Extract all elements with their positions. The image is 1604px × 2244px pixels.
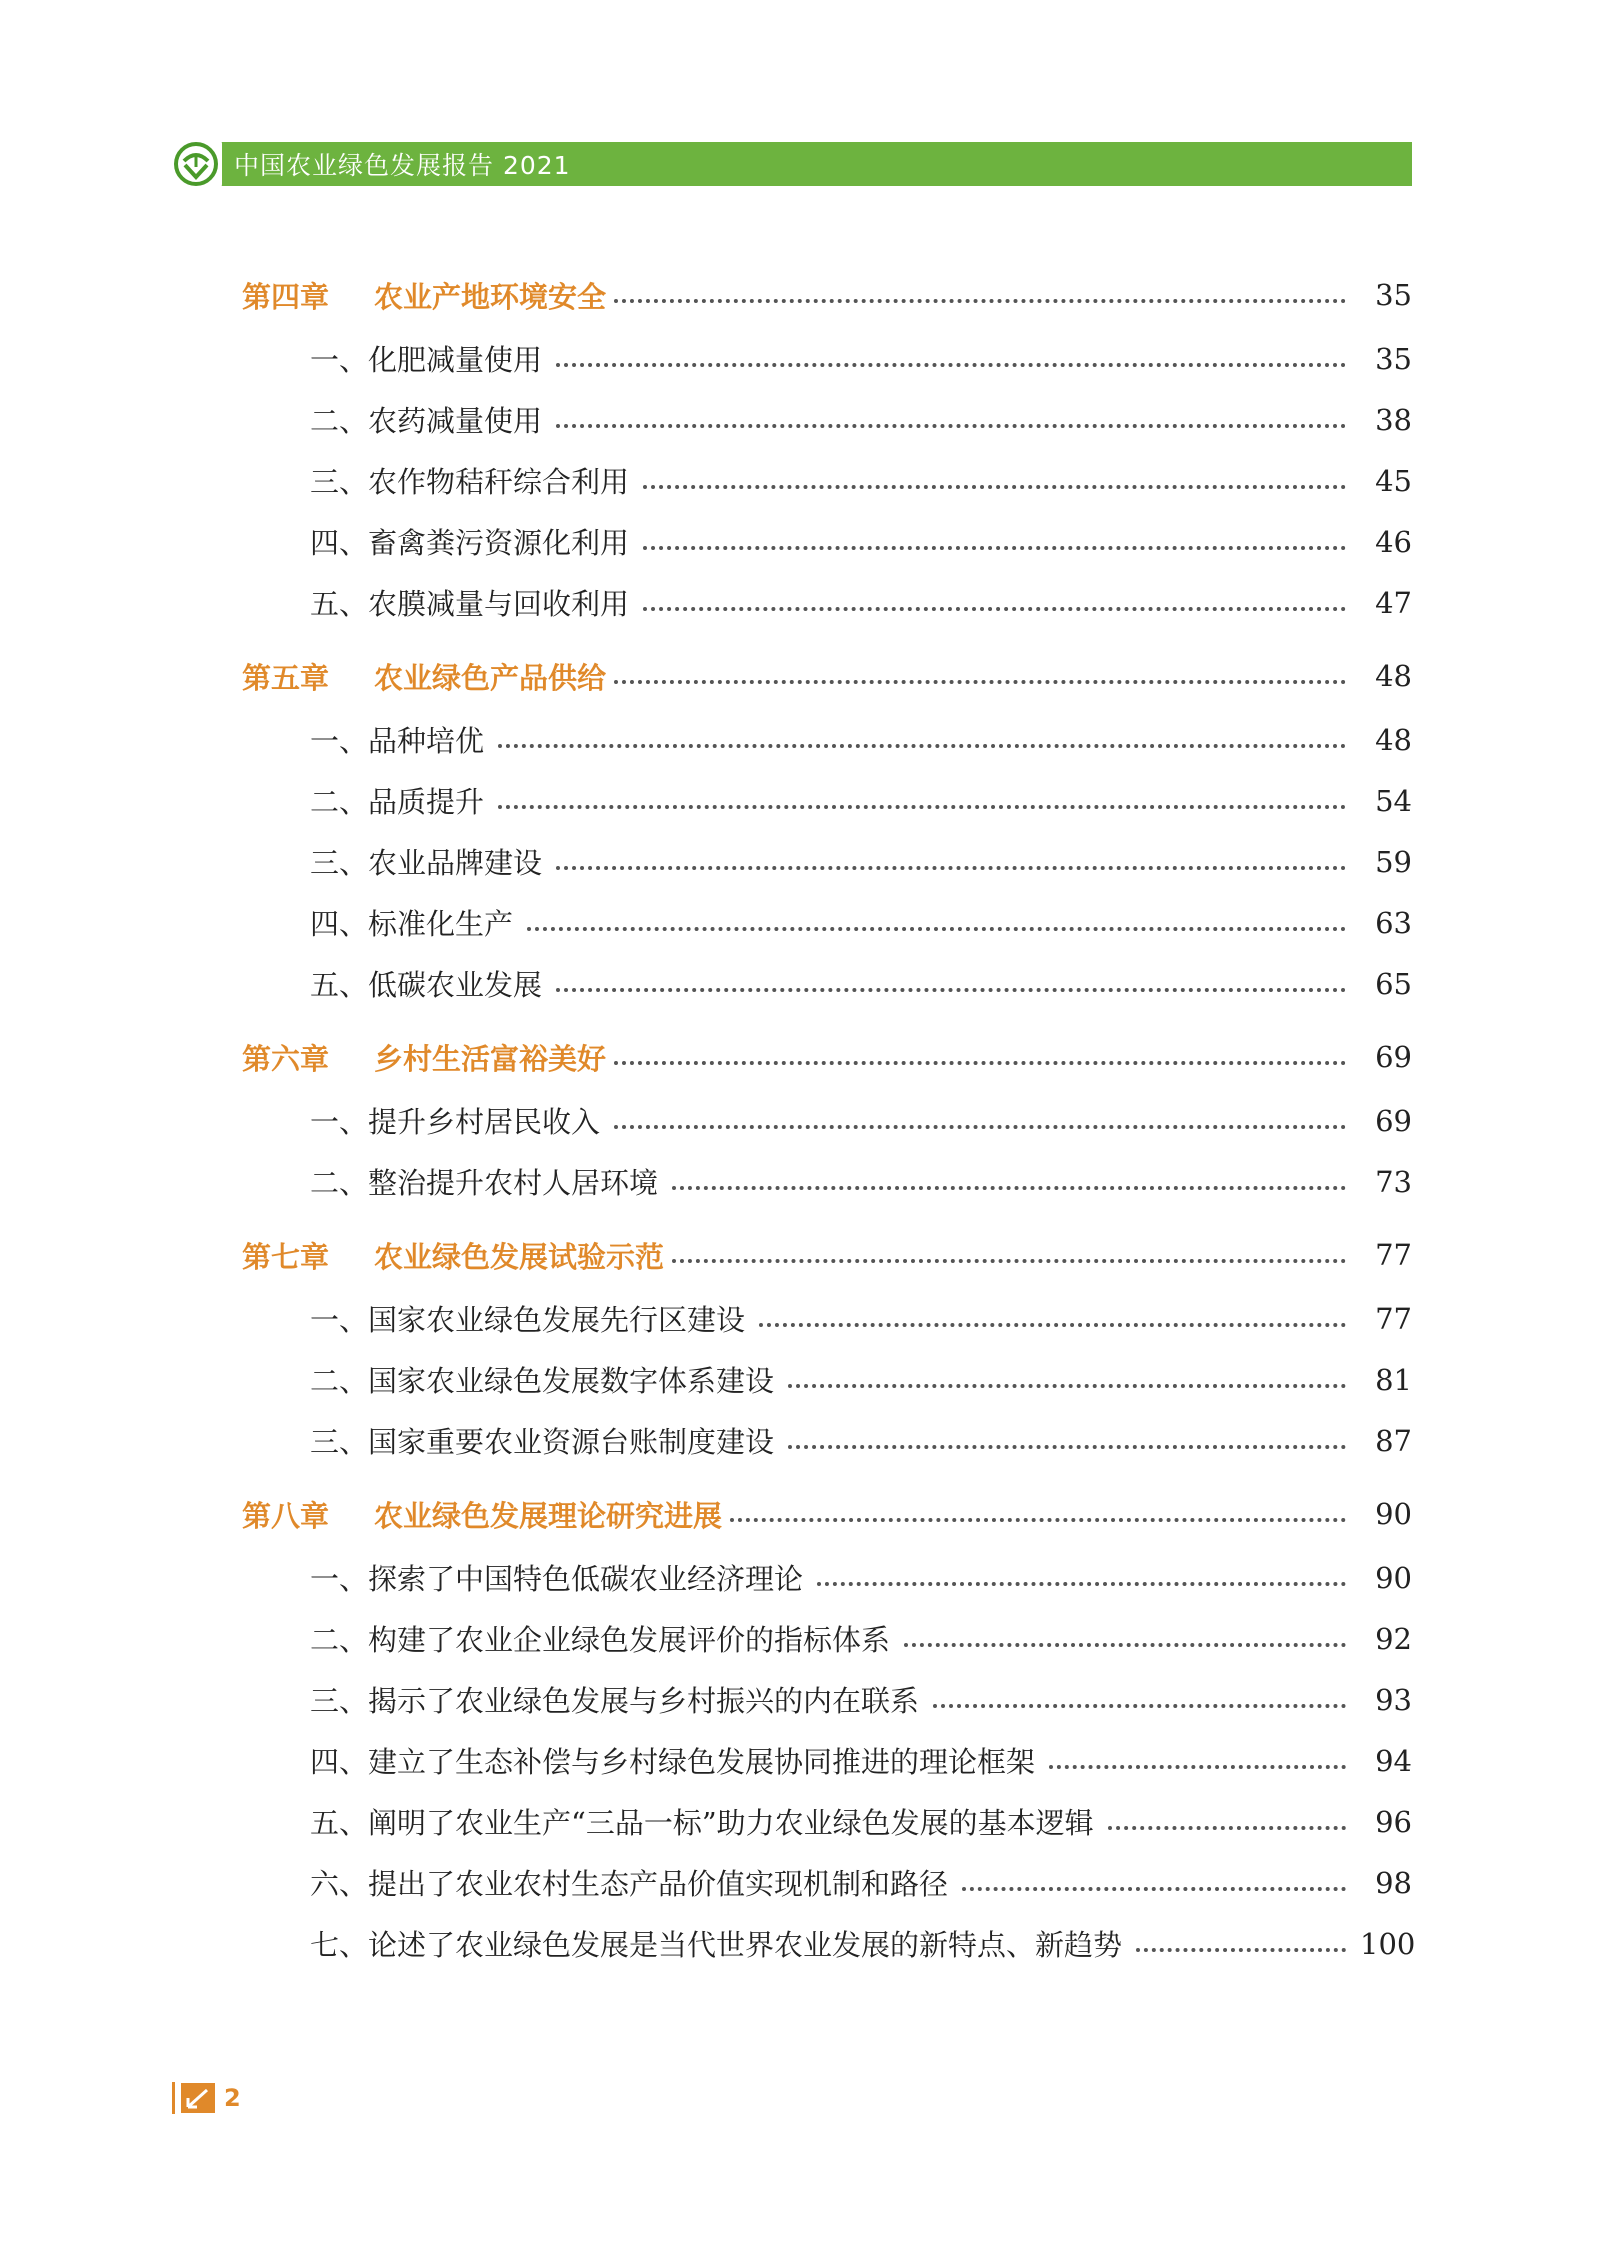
green-food-logo-icon [170, 138, 222, 190]
page-ref: 93 [1375, 1682, 1412, 1717]
section-title: 四、建立了生态补偿与乡村绿色发展协同推进的理论框架 [310, 1745, 1036, 1779]
toc-section-row[interactable] [242, 389, 1412, 450]
dot-leader [1136, 1948, 1346, 1952]
dot-leader [643, 546, 1346, 550]
section-title: 一、品种培优 [310, 724, 485, 758]
page-ref: 54 [1375, 783, 1412, 818]
header-bar [172, 142, 1412, 186]
toc-section-row[interactable] [242, 1852, 1412, 1913]
section-title: 四、畜禽粪污资源化利用 [310, 526, 630, 560]
chapter-number: 第六章 [242, 1041, 330, 1076]
dot-leader [556, 363, 1346, 367]
section-title: 二、农药减量使用 [310, 404, 543, 438]
toc-chapter-row[interactable] [242, 1024, 1412, 1090]
toc-chapter-row[interactable] [242, 643, 1412, 709]
toc-section-row[interactable] [242, 709, 1412, 770]
dot-leader [556, 424, 1346, 428]
toc-section-row[interactable] [242, 1669, 1412, 1730]
dot-leader [527, 927, 1346, 931]
dot-leader [556, 988, 1346, 992]
trend-arrow-icon [172, 2082, 219, 2114]
section-title: 三、农业品牌建设 [310, 846, 543, 880]
page-ref: 98 [1375, 1865, 1412, 1900]
toc-section-row[interactable] [242, 450, 1412, 511]
dot-leader [643, 485, 1346, 489]
page-ref: 92 [1375, 1621, 1412, 1656]
page-number: 2 [224, 2084, 241, 2112]
toc-section-row[interactable] [242, 953, 1412, 1014]
dot-leader [614, 1061, 1346, 1065]
page-ref: 100 [1360, 1926, 1416, 1961]
toc-section-row[interactable] [242, 1288, 1412, 1349]
section-title: 一、探索了中国特色低碳农业经济理论 [310, 1562, 804, 1596]
dot-leader [643, 607, 1346, 611]
dot-leader [904, 1643, 1346, 1647]
page-ref: 87 [1375, 1423, 1412, 1458]
toc-section-row[interactable] [242, 511, 1412, 572]
dot-leader [962, 1887, 1346, 1891]
page-ref: 63 [1375, 905, 1412, 940]
chapter-title: 农业绿色产品供给 [374, 660, 607, 695]
toc-section-row[interactable] [242, 892, 1412, 953]
toc-chapter-row[interactable] [242, 1222, 1412, 1288]
toc-section-row[interactable] [242, 831, 1412, 892]
dot-leader [498, 805, 1346, 809]
dot-leader [1108, 1826, 1346, 1830]
section-title: 一、国家农业绿色发展先行区建设 [310, 1303, 746, 1337]
table-of-contents [242, 262, 1416, 1974]
toc-section-row[interactable] [242, 1151, 1412, 1212]
page-ref: 48 [1375, 722, 1412, 757]
chapter-title: 农业绿色发展理论研究进展 [374, 1498, 723, 1533]
page-ref: 94 [1375, 1743, 1412, 1778]
page-ref: 77 [1375, 1301, 1412, 1336]
page-ref: 48 [1375, 659, 1412, 693]
toc-chapter-row[interactable] [242, 262, 1412, 328]
dot-leader [788, 1384, 1346, 1388]
section-title: 一、提升乡村居民收入 [310, 1105, 601, 1139]
page-ref: 73 [1375, 1164, 1412, 1199]
toc-section-row[interactable] [242, 1547, 1412, 1608]
toc-section-row[interactable] [242, 1349, 1412, 1410]
toc-section-row[interactable] [242, 572, 1412, 633]
page-ref: 35 [1375, 341, 1412, 376]
dot-leader [614, 1125, 1346, 1129]
section-title: 二、品质提升 [310, 785, 485, 819]
chapter-number: 第七章 [242, 1239, 330, 1274]
dot-leader [730, 1518, 1346, 1522]
toc-section-row[interactable] [242, 1791, 1412, 1852]
chapter-number: 第四章 [242, 279, 330, 314]
page-ref: 90 [1375, 1560, 1412, 1595]
section-title: 二、构建了农业企业绿色发展评价的指标体系 [310, 1623, 891, 1657]
toc-section-row[interactable] [242, 770, 1412, 831]
dot-leader [556, 866, 1346, 870]
section-title: 五、农膜减量与回收利用 [310, 587, 630, 621]
toc-section-row[interactable] [242, 1730, 1412, 1791]
page-ref: 45 [1375, 463, 1412, 498]
dot-leader [759, 1323, 1346, 1327]
toc-section-row[interactable] [242, 1090, 1412, 1151]
page-ref: 77 [1375, 1238, 1412, 1272]
dot-leader [1049, 1765, 1346, 1769]
report-title: 中国农业绿色发展报告 2021 [234, 151, 571, 180]
page-ref: 59 [1375, 844, 1412, 879]
toc-section-row[interactable] [242, 328, 1412, 389]
toc-section-row[interactable] [242, 1913, 1416, 1974]
section-title: 二、整治提升农村人居环境 [310, 1166, 659, 1200]
section-title: 一、化肥减量使用 [310, 343, 543, 377]
page-ref: 69 [1375, 1103, 1412, 1138]
section-title: 五、低碳农业发展 [310, 968, 543, 1002]
page-ref: 65 [1375, 966, 1412, 1001]
section-title: 三、揭示了农业绿色发展与乡村振兴的内在联系 [310, 1684, 920, 1718]
page-ref: 69 [1375, 1040, 1412, 1074]
page-ref: 81 [1375, 1362, 1412, 1397]
dot-leader [614, 680, 1346, 684]
chapter-number: 第五章 [242, 660, 330, 695]
dot-leader [933, 1704, 1346, 1708]
section-title: 二、国家农业绿色发展数字体系建设 [310, 1364, 775, 1398]
toc-section-row[interactable] [242, 1410, 1412, 1471]
section-title: 七、论述了农业绿色发展是当代世界农业发展的新特点、新趋势 [310, 1928, 1123, 1962]
page-ref: 96 [1375, 1804, 1412, 1839]
page-ref: 38 [1375, 402, 1412, 437]
toc-section-row[interactable] [242, 1608, 1412, 1669]
dot-leader [672, 1259, 1346, 1263]
page-ref: 90 [1375, 1497, 1412, 1531]
page-ref: 35 [1375, 278, 1412, 312]
chapter-title: 农业产地环境安全 [374, 279, 607, 314]
dot-leader [672, 1186, 1346, 1190]
page-ref: 46 [1375, 524, 1412, 559]
chapter-title: 农业绿色发展试验示范 [374, 1239, 665, 1274]
page-ref: 47 [1375, 585, 1412, 620]
section-title: 四、标准化生产 [310, 907, 514, 941]
toc-chapter-row[interactable] [242, 1481, 1412, 1547]
section-title: 三、农作物秸秆综合利用 [310, 465, 630, 499]
section-title: 六、提出了农业农村生态产品价值实现机制和路径 [310, 1867, 949, 1901]
section-title: 五、阐明了农业生产“三品一标”助力农业绿色发展的基本逻辑 [310, 1806, 1094, 1840]
section-title: 三、国家重要农业资源台账制度建设 [310, 1425, 775, 1459]
dot-leader [614, 299, 1346, 303]
chapter-number: 第八章 [242, 1498, 330, 1533]
dot-leader [817, 1582, 1346, 1586]
chapter-title: 乡村生活富裕美好 [374, 1041, 607, 1076]
dot-leader [788, 1445, 1346, 1449]
dot-leader [498, 744, 1346, 748]
